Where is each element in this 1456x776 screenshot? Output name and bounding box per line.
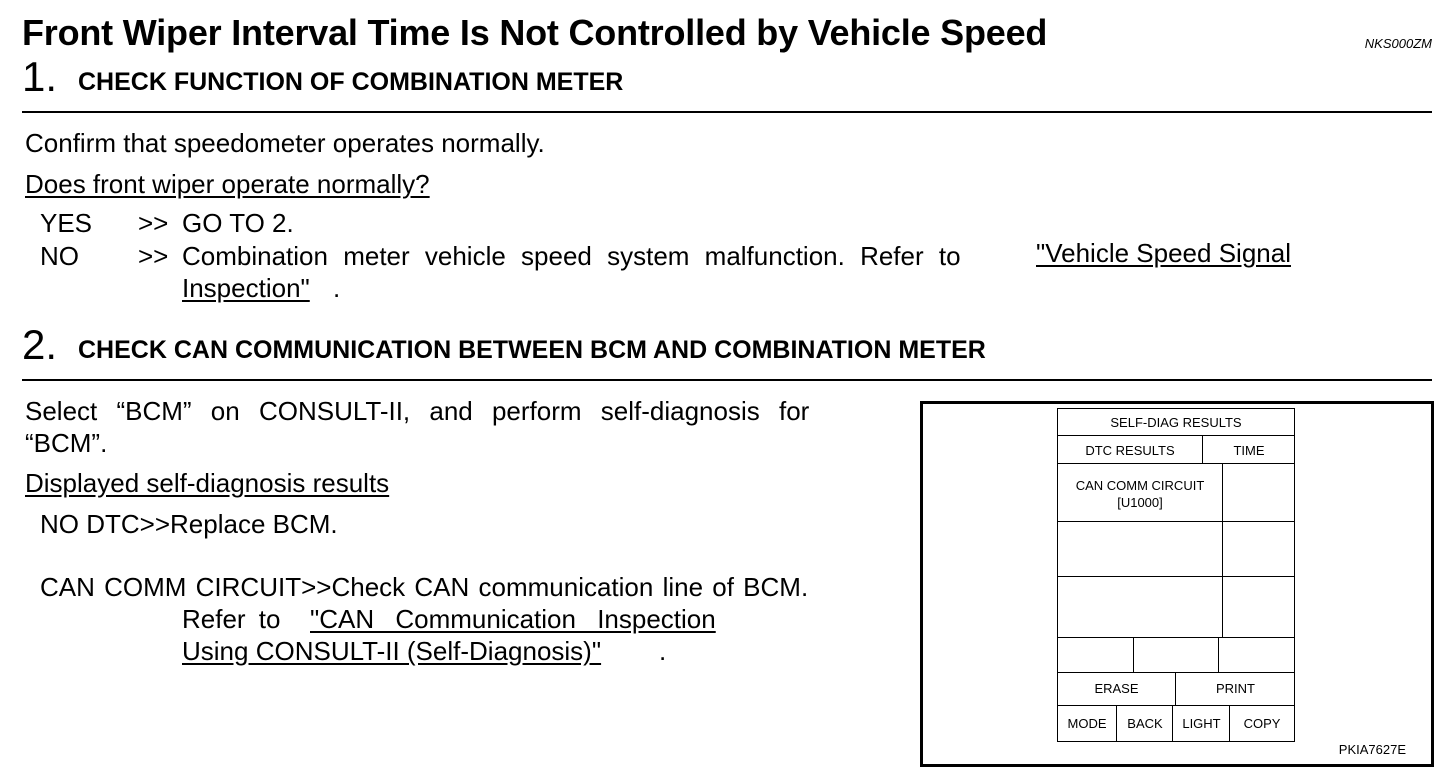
no-label: NO (40, 241, 79, 271)
step-1-question: Does front wiper operate normally? (25, 169, 430, 199)
screen-title: SELF-DIAG RESULTS (1110, 415, 1242, 430)
step-2-instruction-cont: “BCM”. (25, 428, 108, 458)
back-button[interactable]: BACK (1127, 716, 1163, 731)
can-action-period: . (659, 636, 667, 666)
results-label: Displayed self-diagnosis results (25, 468, 390, 498)
screen-divider (1058, 637, 1294, 638)
refer-to-text: Refer to (182, 604, 281, 634)
mode-button[interactable]: MODE (1067, 716, 1107, 731)
screen-divider (1058, 672, 1294, 673)
screen-divider (1218, 637, 1219, 672)
no-arrow: >> (138, 241, 169, 271)
step-2-heading: CHECK CAN COMMUNICATION BETWEEN BCM AND COMBINATION METER (78, 336, 986, 364)
yes-action: GO TO 2. (182, 208, 294, 238)
print-button[interactable]: PRINT (1216, 681, 1255, 696)
screen-divider (1058, 435, 1294, 436)
time-header: TIME (1233, 443, 1265, 458)
screen-divider (1058, 521, 1294, 522)
screen-divider (1202, 435, 1203, 463)
step-1-instruction: Confirm that speedometer operates normally. (25, 128, 545, 158)
dtc-item-code: [U1000] (1117, 495, 1163, 510)
no-dtc-result: NO DTC>>Replace BCM. (40, 509, 338, 539)
vehicle-speed-signal-link-cont[interactable]: Inspection" (182, 273, 310, 303)
step-1-divider (22, 111, 1432, 113)
can-inspection-link[interactable]: "CAN Communication Inspection (310, 604, 716, 634)
dtc-results-header: DTC RESULTS (1085, 443, 1175, 458)
erase-button[interactable]: ERASE (1094, 681, 1139, 696)
screen-divider (1058, 463, 1294, 464)
light-button[interactable]: LIGHT (1182, 716, 1221, 731)
yes-label: YES (40, 208, 93, 238)
yes-arrow: >> (138, 208, 169, 238)
screen-divider (1058, 576, 1294, 577)
step-1-number: 1. (22, 53, 58, 100)
step-2-number: 2. (22, 321, 58, 368)
document-id: NKS000ZM (1364, 36, 1432, 51)
page-title: Front Wiper Interval Time Is Not Controlled by Vehicle Speed (22, 12, 1048, 53)
vehicle-speed-signal-link[interactable]: "Vehicle Speed Signal (1036, 238, 1291, 268)
no-action-period: . (333, 273, 341, 303)
screen-divider (1222, 463, 1223, 637)
copy-button[interactable]: COPY (1243, 716, 1281, 731)
step-2-divider (22, 379, 1432, 381)
screen-divider (1175, 672, 1176, 705)
no-action: Combination meter vehicle speed system malfunction. Refer to (182, 241, 961, 271)
figure-id: PKIA7627E (1338, 742, 1406, 757)
step-2-instruction: Select “BCM” on CONSULT-II, and perform self-diagnosis for (25, 396, 810, 426)
can-comm-result: CAN COMM CIRCUIT>>Check CAN communication line of BCM. (40, 572, 809, 602)
dtc-item-name: CAN COMM CIRCUIT (1075, 478, 1205, 493)
screen-divider (1133, 637, 1134, 672)
consult-screen (1057, 408, 1295, 742)
screen-divider (1058, 705, 1294, 706)
can-inspection-link-cont[interactable]: Using CONSULT-II (Self-Diagnosis)" (182, 636, 602, 666)
step-1-heading: CHECK FUNCTION OF COMBINATION METER (78, 68, 624, 96)
